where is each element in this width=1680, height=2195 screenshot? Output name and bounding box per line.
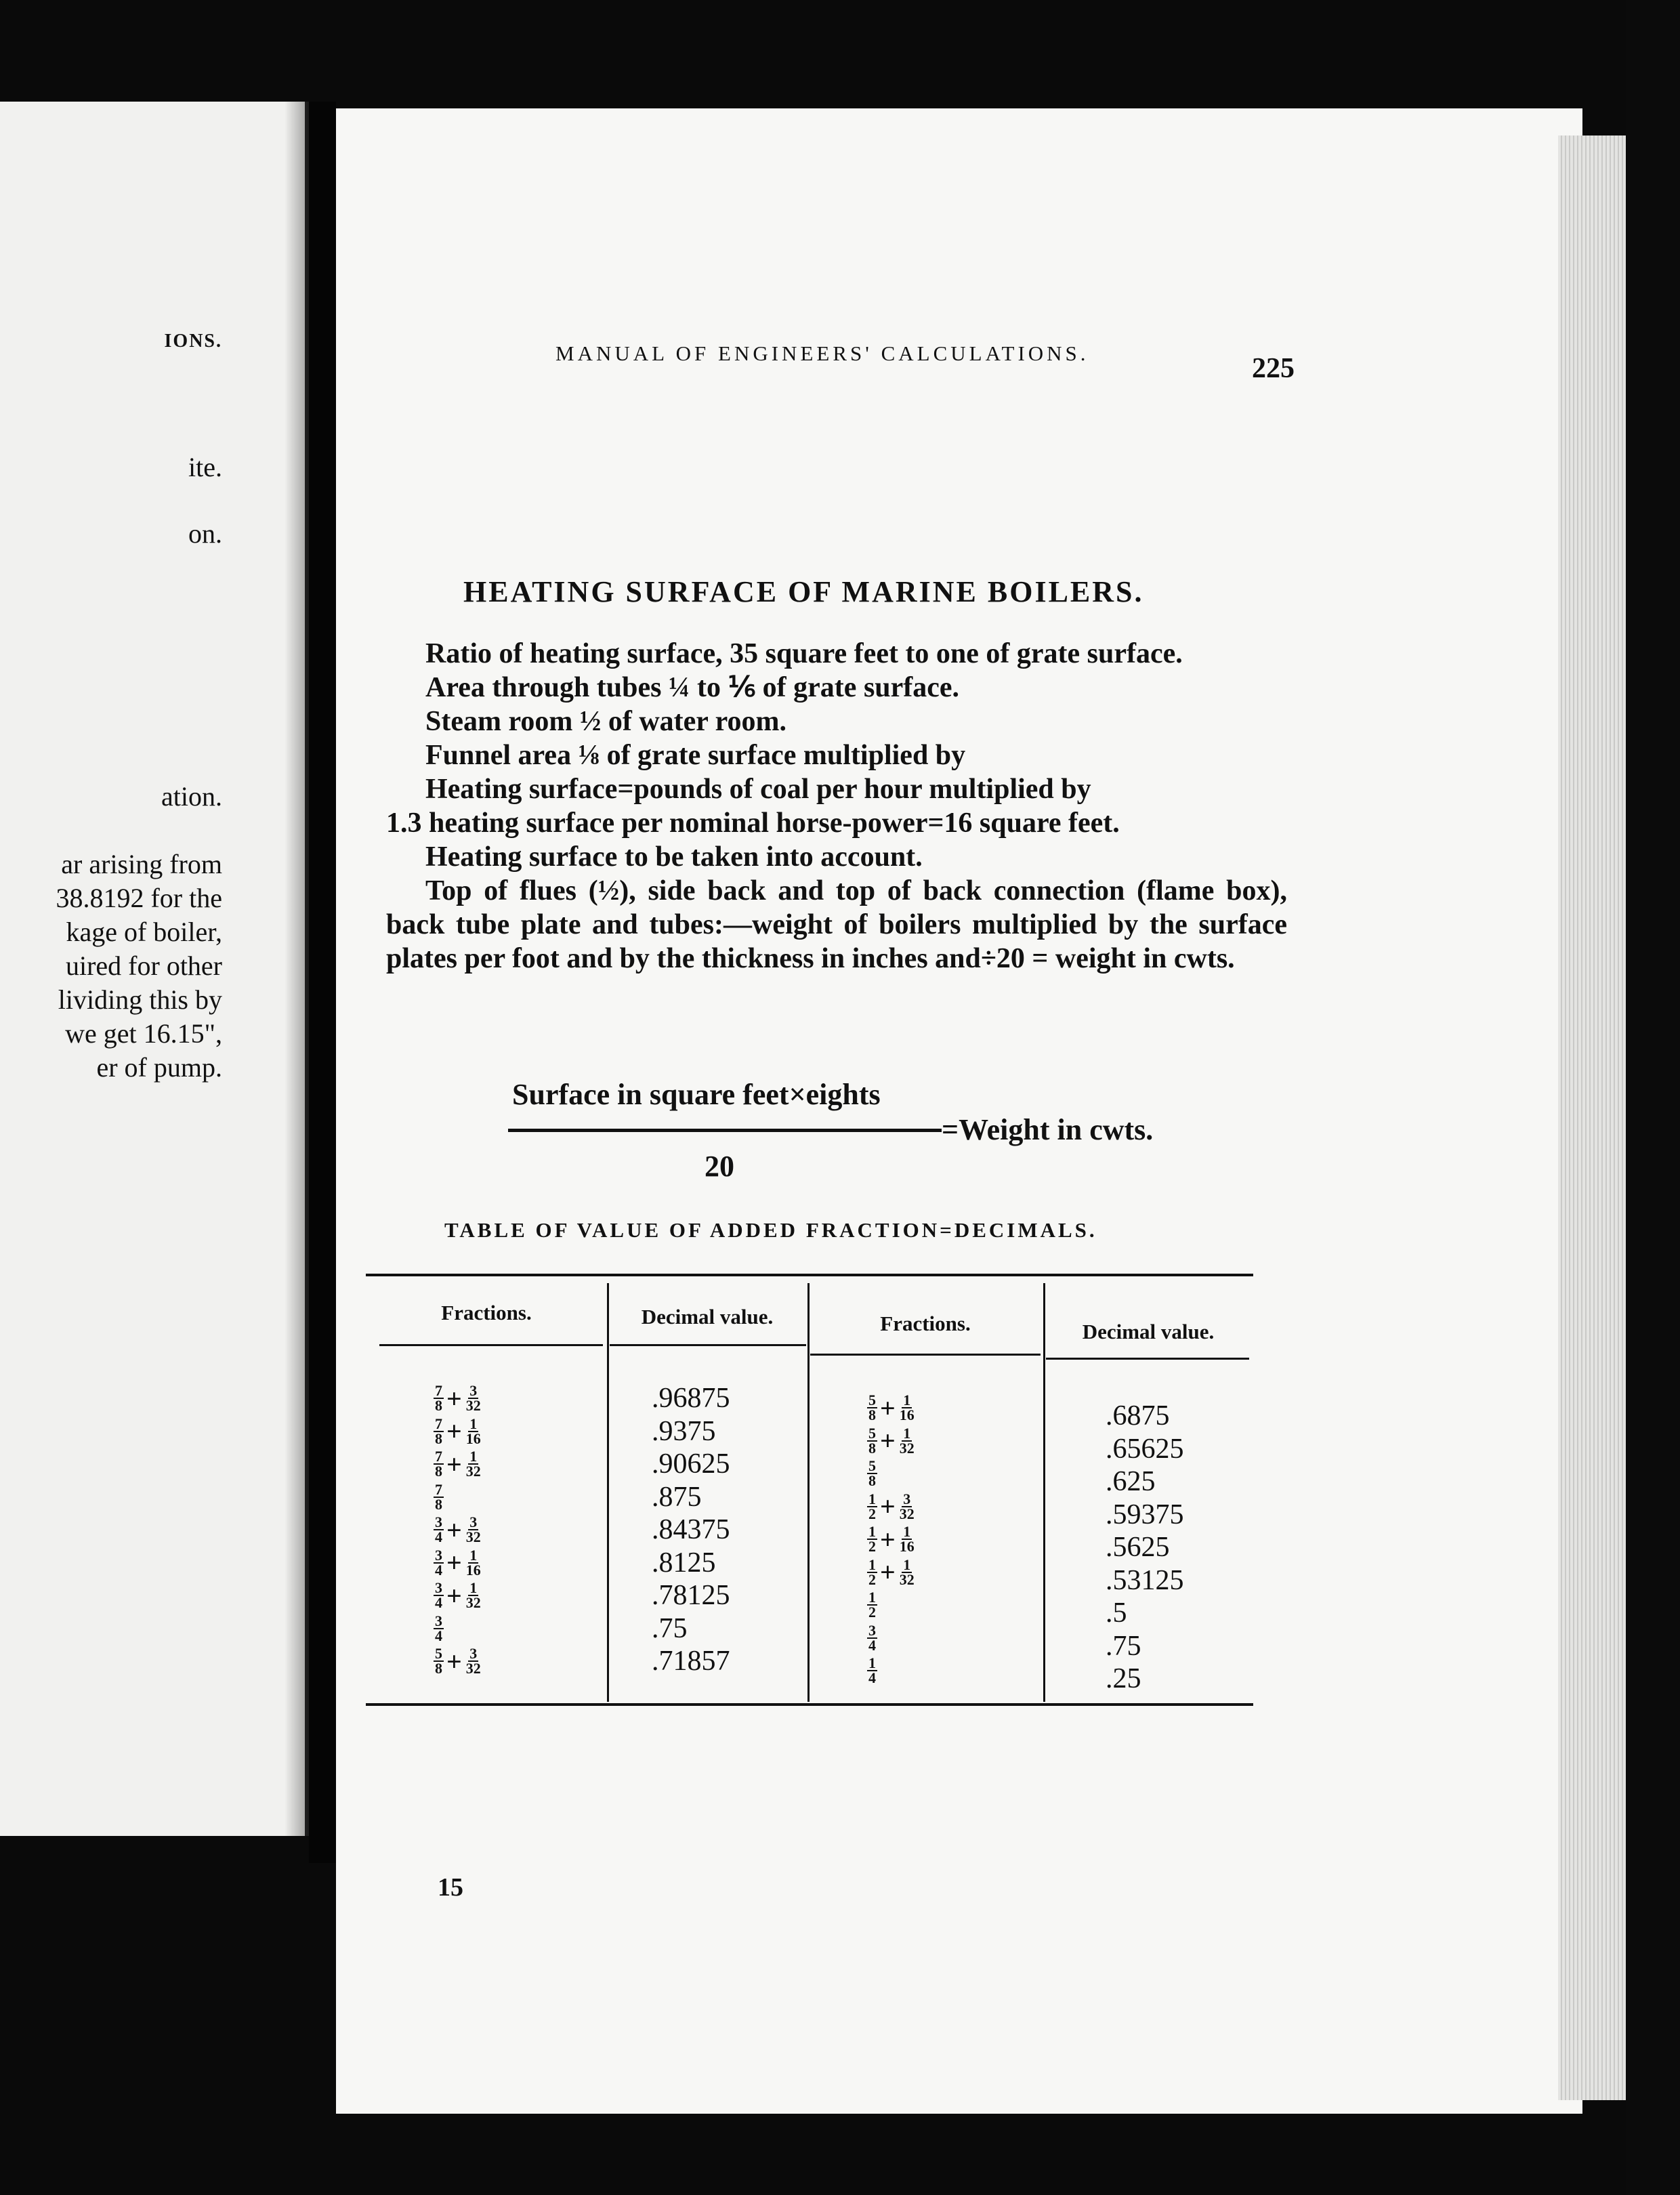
- numerator: 3: [469, 1513, 478, 1531]
- denominator: 8: [868, 1439, 876, 1457]
- decimal-value: .875: [652, 1481, 702, 1513]
- fraction-entry: [867, 1392, 916, 1425]
- fraction-entry: [867, 1654, 916, 1688]
- header-rule: [610, 1344, 806, 1346]
- decimal-value: .71857: [652, 1646, 730, 1677]
- plus-sign: +: [880, 1524, 896, 1555]
- paragraph: Funnel area ⅛ of grate surface multiplied by: [425, 740, 966, 771]
- left-page-fragment: on.: [188, 518, 222, 549]
- fraction-entry: [434, 1579, 482, 1612]
- numerator: 1: [469, 1579, 478, 1597]
- column-header: Fractions.: [441, 1301, 532, 1324]
- denominator: 2: [868, 1505, 876, 1522]
- numerator: 3: [435, 1513, 442, 1531]
- fractions-column-left: [434, 1382, 482, 1678]
- denominator: 8: [435, 1660, 442, 1677]
- denominator: 4: [435, 1528, 442, 1546]
- decimal-value: .96875: [652, 1383, 730, 1415]
- fraction: [434, 1384, 444, 1413]
- page-number: 225: [1252, 353, 1295, 384]
- header-rule: [379, 1344, 603, 1346]
- decimal-value: .75: [1106, 1630, 1141, 1662]
- left-page-fragment: uired for other: [65, 950, 222, 981]
- column-divider: [1043, 1283, 1045, 1702]
- fraction: [434, 1614, 444, 1643]
- plus-sign: +: [880, 1425, 896, 1457]
- column-divider: [607, 1283, 609, 1702]
- fraction: [867, 1459, 877, 1488]
- denominator: 2: [868, 1538, 876, 1555]
- plus-sign: +: [446, 1448, 462, 1480]
- table-bottom-rule: [366, 1703, 1253, 1706]
- fraction: [465, 1546, 482, 1579]
- denominator: 4: [868, 1636, 876, 1654]
- decimal-value: .59375: [1106, 1499, 1184, 1530]
- numerator: 5: [868, 1392, 876, 1409]
- fraction: [867, 1525, 877, 1553]
- denominator: 8: [435, 1397, 442, 1415]
- fraction: [465, 1581, 482, 1610]
- decimal-value: .84375: [652, 1514, 730, 1546]
- fraction: [867, 1394, 877, 1422]
- numerator: 1: [903, 1392, 911, 1409]
- left-page-fragment: we get 16.15",: [65, 1018, 222, 1049]
- denominator: 8: [868, 1406, 876, 1424]
- numerator: 3: [435, 1612, 442, 1629]
- numerator: 7: [435, 1382, 442, 1400]
- fraction: [465, 1450, 482, 1478]
- decimals-column-left: [652, 1382, 730, 1678]
- decimal-value: .53125: [1106, 1564, 1184, 1596]
- numerator: 1: [903, 1424, 911, 1442]
- paragraph: 1.3 heating surface per nominal horse-power=16 square feet.: [386, 808, 1120, 839]
- denominator: 8: [435, 1463, 442, 1480]
- numerator: 7: [435, 1480, 442, 1498]
- decimal-value: .25: [1106, 1663, 1141, 1695]
- paragraph: Heating surface to be taken into account.: [425, 841, 923, 873]
- numerator: 3: [903, 1490, 911, 1507]
- decimal-value: .65625: [1106, 1433, 1184, 1465]
- formula-numerator: Surface in square feet×eights: [512, 1078, 881, 1111]
- fraction: [898, 1555, 916, 1588]
- decimal-value: .625: [1106, 1466, 1156, 1498]
- fraction-entry: [867, 1622, 916, 1655]
- fraction-entry: [434, 1513, 482, 1547]
- left-page-fragment: ar arising from: [61, 849, 222, 879]
- fraction-entry: [434, 1645, 482, 1678]
- fraction-entry: [434, 1448, 482, 1481]
- left-page-fragment: er of pump.: [96, 1052, 222, 1083]
- paragraph: Heating surface=pounds of coal per hour multiplied by: [425, 774, 1091, 805]
- plus-sign: +: [446, 1416, 462, 1447]
- decimal-value: .9375: [652, 1415, 716, 1447]
- numerator: 5: [435, 1645, 442, 1663]
- denominator: 8: [435, 1495, 442, 1513]
- fraction-entry: [434, 1415, 482, 1448]
- paragraph: Area through tubes ¼ to ⅙ of grate surface.: [425, 672, 960, 703]
- decimal-value: .78125: [652, 1580, 730, 1612]
- denominator: 32: [899, 1505, 915, 1522]
- plus-sign: +: [446, 1514, 462, 1545]
- numerator: 1: [868, 1654, 876, 1672]
- column-header: Fractions.: [880, 1312, 971, 1335]
- weight-formula: [508, 1077, 1219, 1192]
- page-edges: [1558, 135, 1626, 2100]
- fraction: [898, 1492, 916, 1521]
- left-page-fragment: ite.: [188, 452, 222, 482]
- denominator: 16: [899, 1406, 915, 1424]
- fraction-entry: [867, 1457, 916, 1490]
- paragraph: Ratio of heating surface, 35 square feet to one of grate surface.: [425, 638, 1183, 669]
- decimal-value: .6875: [1106, 1400, 1170, 1432]
- fraction: [434, 1480, 444, 1513]
- running-head: MANUAL OF ENGINEERS' CALCULATIONS.: [555, 341, 1089, 365]
- header-rule: [810, 1354, 1041, 1356]
- signature-mark: 15: [438, 1873, 463, 1902]
- fraction-entry: [867, 1490, 916, 1524]
- column-header: Decimal value.: [641, 1305, 774, 1329]
- numerator: 1: [868, 1490, 876, 1507]
- left-page-fragment: kage of boiler,: [66, 917, 222, 947]
- denominator: 32: [465, 1397, 481, 1415]
- denominator: 8: [868, 1472, 876, 1490]
- numerator: 1: [868, 1523, 876, 1541]
- column-header: Decimal value.: [1082, 1320, 1215, 1343]
- denominator: 4: [435, 1627, 442, 1644]
- fraction: [465, 1515, 482, 1544]
- fraction: [434, 1546, 444, 1579]
- paragraph: Steam room ½ of water room.: [425, 706, 787, 737]
- numerator: 1: [903, 1523, 911, 1541]
- fraction: [867, 1591, 877, 1619]
- denominator: 8: [435, 1429, 442, 1447]
- numerator: 1: [469, 1415, 478, 1432]
- fraction: [434, 1647, 444, 1675]
- fraction: [898, 1394, 916, 1422]
- fraction: [434, 1450, 444, 1478]
- decimal-value: .5: [1106, 1597, 1127, 1629]
- fraction-entry: [434, 1547, 482, 1580]
- denominator: 32: [899, 1439, 915, 1457]
- paragraph: Top of flues (½), side back and top of back connection (flame box), back tube plate and tubes:—weight of boilers multiplied by the surface plates per foot and by the thickness in inches and÷20 = weight in cwts.: [386, 875, 1287, 974]
- denominator: 16: [899, 1538, 915, 1555]
- numerator: 3: [435, 1579, 442, 1597]
- fraction: [465, 1647, 482, 1675]
- denominator: 4: [868, 1669, 876, 1687]
- fraction: [898, 1424, 916, 1457]
- fraction: [434, 1417, 444, 1446]
- denominator: 32: [899, 1570, 915, 1588]
- table-title: TABLE OF VALUE OF ADDED FRACTION=DECIMALS.: [444, 1218, 1097, 1242]
- denominator: 32: [465, 1528, 481, 1546]
- column-divider: [807, 1283, 810, 1702]
- denominator: 2: [868, 1570, 876, 1588]
- plus-sign: +: [880, 1491, 896, 1522]
- fraction: [434, 1581, 444, 1610]
- numerator: 7: [435, 1448, 442, 1465]
- fraction: [867, 1656, 877, 1685]
- denominator: 2: [868, 1604, 876, 1621]
- formula-result: =Weight in cwts.: [942, 1113, 1154, 1146]
- table-top-rule: [366, 1274, 1253, 1276]
- decimal-value: .90625: [652, 1448, 730, 1480]
- decimal-value: .8125: [652, 1547, 716, 1579]
- fraction: [465, 1417, 482, 1446]
- numerator: 1: [868, 1555, 876, 1573]
- denominator: 32: [465, 1660, 481, 1677]
- numerator: 1: [469, 1448, 478, 1465]
- fraction: [898, 1525, 916, 1553]
- formula-denominator: 20: [705, 1150, 734, 1183]
- fraction-entry: [867, 1589, 916, 1622]
- fraction: [867, 1424, 877, 1457]
- plus-sign: +: [880, 1392, 896, 1423]
- fraction-bar: [508, 1129, 942, 1132]
- decimal-value: .5625: [1106, 1532, 1170, 1564]
- numerator: 5: [868, 1457, 876, 1475]
- fraction-table: [366, 1274, 1253, 1707]
- fraction-entry: [867, 1523, 916, 1556]
- scan-border: [1626, 0, 1680, 2195]
- denominator: 4: [435, 1561, 442, 1579]
- plus-sign: +: [446, 1547, 462, 1579]
- book-gutter: [309, 102, 336, 1863]
- fraction-entry: [867, 1425, 916, 1458]
- left-page-fragment: ation.: [161, 781, 222, 812]
- denominator: 32: [465, 1594, 481, 1612]
- numerator: 1: [903, 1555, 911, 1573]
- left-page-fragment: 38.8192 for the: [56, 883, 222, 913]
- section-title: HEATING SURFACE OF MARINE BOILERS.: [463, 575, 1144, 608]
- fraction-entry: [434, 1612, 482, 1646]
- numerator: 3: [469, 1382, 478, 1400]
- decimal-value: .75: [652, 1612, 688, 1644]
- left-page-fragment: IONS.: [164, 331, 222, 352]
- fraction: [434, 1515, 444, 1544]
- denominator: 16: [465, 1429, 481, 1447]
- fraction-entry: [867, 1556, 916, 1589]
- fraction: [465, 1384, 482, 1413]
- fractions-column-right: [867, 1392, 916, 1688]
- numerator: 3: [868, 1621, 876, 1639]
- denominator: 4: [435, 1594, 442, 1612]
- fraction: [867, 1621, 877, 1654]
- numerator: 3: [469, 1645, 478, 1663]
- fraction: [867, 1555, 877, 1588]
- decimals-column-right: [1106, 1400, 1184, 1696]
- left-page-fragment: lividing this by: [58, 984, 222, 1015]
- numerator: 1: [868, 1589, 876, 1606]
- numerator: 5: [868, 1424, 876, 1442]
- fraction-entry: [434, 1382, 482, 1415]
- body-text: [386, 637, 1287, 976]
- numerator: 1: [469, 1546, 478, 1564]
- fraction: [867, 1492, 877, 1521]
- denominator: 32: [465, 1463, 481, 1480]
- numerator: 3: [435, 1546, 442, 1564]
- numerator: 7: [435, 1415, 442, 1432]
- plus-sign: +: [446, 1580, 462, 1611]
- plus-sign: +: [446, 1646, 462, 1677]
- plus-sign: +: [446, 1383, 462, 1414]
- fraction-entry: [434, 1481, 482, 1514]
- denominator: 16: [465, 1561, 481, 1579]
- plus-sign: +: [880, 1557, 896, 1588]
- header-rule: [1046, 1358, 1249, 1360]
